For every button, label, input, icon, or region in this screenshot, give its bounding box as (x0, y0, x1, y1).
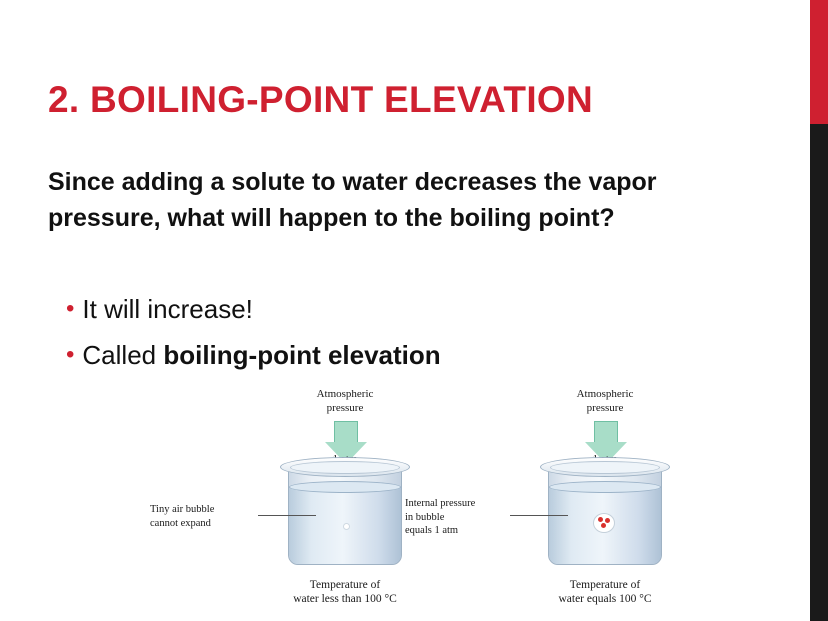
temperature-caption-left: Temperature of water less than 100 °C (293, 579, 397, 606)
atmospheric-pressure-label-right: Atmospheric pressure (576, 388, 634, 414)
bullet-dot-icon: • (66, 341, 75, 368)
leader-line-left (258, 515, 316, 516)
atmospheric-pressure-label-left: Atmospheric pressure (316, 388, 374, 414)
boiling-diagram (150, 385, 750, 610)
decorative-gap (806, 0, 810, 621)
air-bubble-icon-left (343, 523, 350, 530)
decorative-red-bar (810, 0, 828, 124)
internal-pressure-label: Internal pressure in bubble equals 1 atm (405, 498, 476, 537)
list-item (66, 338, 706, 372)
bullet-list (66, 292, 706, 384)
bullet-text (82, 338, 440, 372)
decorative-black-bar (810, 124, 828, 621)
tiny-air-bubble-label: Tiny air bubble cannot expand (150, 504, 215, 529)
temperature-caption-right: Temperature of water equals 100 °C (558, 579, 652, 606)
list-item (66, 292, 706, 326)
bullet-plain-text: Called (82, 340, 164, 370)
question-text: Since adding a solute to water decreases the vapor pressure, what will happen to the boiling point? (48, 168, 657, 232)
bullet-text (82, 292, 253, 326)
beaker-left (280, 457, 410, 569)
diagram-panel-right (405, 385, 740, 610)
bullet-dot-icon: • (66, 295, 75, 322)
beaker-right (540, 457, 670, 569)
expanded-bubble-icon-right (593, 513, 615, 533)
bullet-bold-text: boiling-point elevation (163, 340, 441, 370)
bullet-plain-text: It will increase! (82, 294, 253, 324)
leader-line-right (510, 515, 568, 516)
page-title: 2. BOILING-POINT ELEVATION (48, 79, 594, 120)
